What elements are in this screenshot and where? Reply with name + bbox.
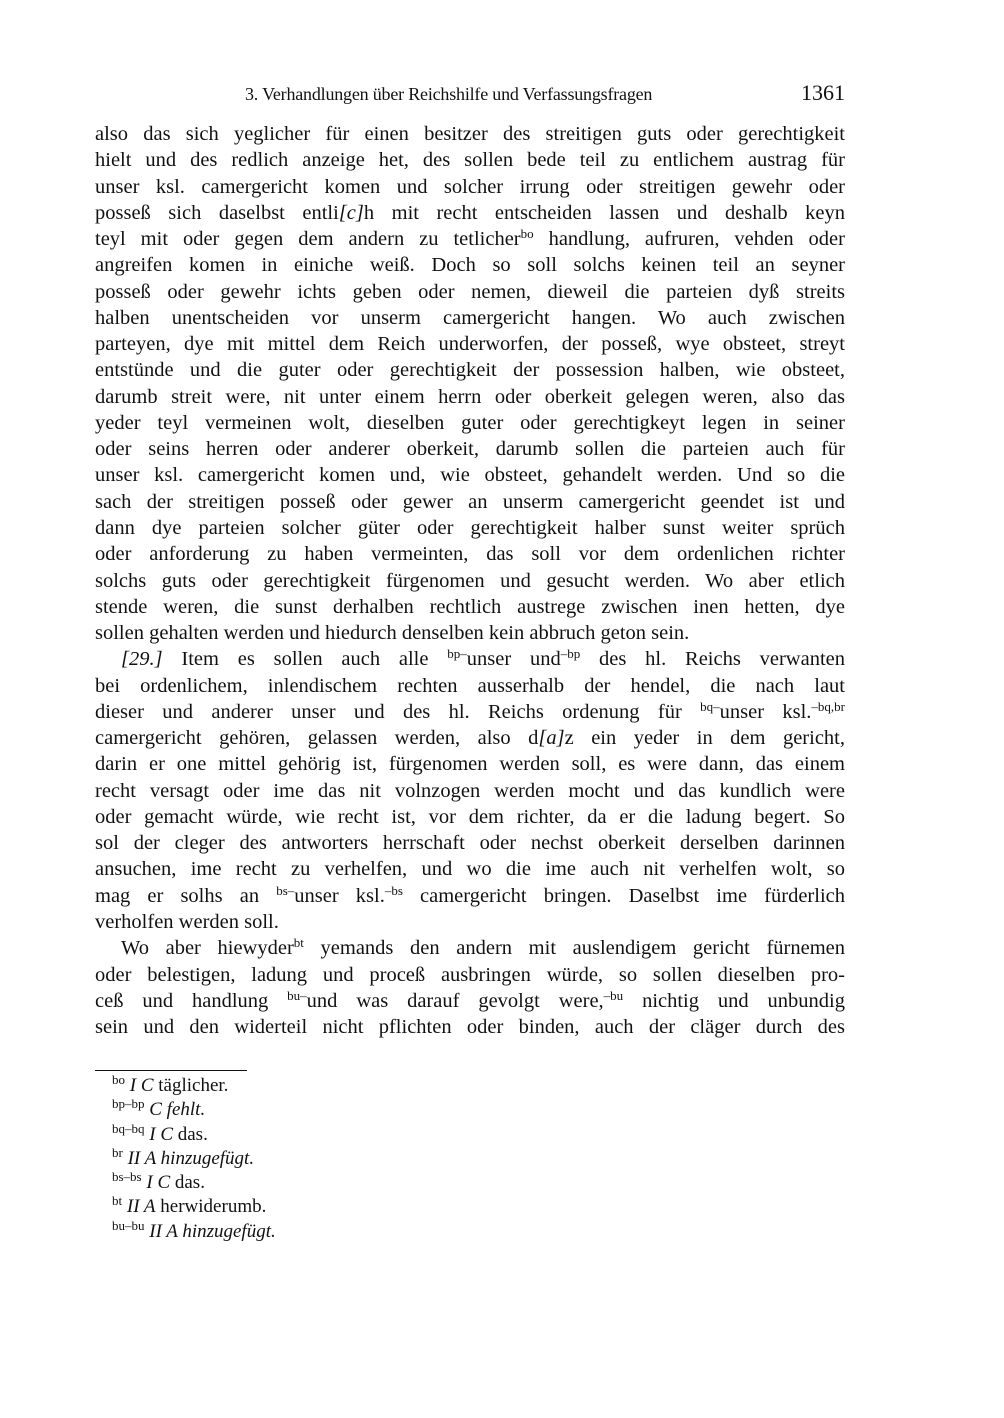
text-line: [95, 620, 845, 646]
text-run: angreifen komen in einiche weiß. Doch so soll solchs keinen teil an seyner: [95, 254, 845, 277]
footnote-marker: bt: [293, 935, 304, 951]
text-line: [95, 778, 845, 804]
text-line: [95, 436, 845, 462]
text-run: und was darauf gevolgt were,: [306, 989, 604, 1012]
footnote-marker: –bu: [603, 987, 624, 1003]
text-line: [95, 279, 845, 305]
italic-text: II A hinzugefügt.: [149, 1220, 276, 1242]
text-run: des hl. Reichs verwanten: [580, 648, 845, 671]
text-run: oder anforderung zu haben vermeinten, das soll vor dem ordenlichen richter: [95, 543, 845, 566]
text-run: oder seins herren oder anderer oberkeit, darumb sollen die parteien auch für: [95, 438, 845, 461]
footnote-marker: bu–bu: [112, 1217, 145, 1233]
page-number: 1361: [801, 80, 845, 105]
footnote: [112, 1074, 276, 1098]
running-title: 3. Verhandlungen über Reichshilfe und Verfassungsfragen: [245, 84, 653, 104]
text-line: [95, 384, 845, 410]
text-run: recht versagt oder ime das nit volnzogen werden mocht und das kundlich were: [95, 779, 845, 802]
text-run: sol der cleger des antworters herrschaft oder nechst oberkeit derselben darinnen: [95, 832, 845, 855]
text-run: posseß oder gewehr ichts geben oder nemen, dieweil die parteien dyß streits: [95, 280, 845, 303]
italic-text: I C: [129, 1075, 154, 1096]
text-run: ansuchen, ime recht zu verhelfen, und wo die ime auch nit verhelfen wolt, so: [95, 858, 845, 881]
footnote-marker: –bq,br: [811, 698, 845, 714]
text-line: [95, 856, 845, 882]
text-run: unser ksl. camergericht komen und, wie obsteet, gehandelt werden. Und so die: [95, 464, 845, 487]
italic-text: II A: [126, 1196, 156, 1218]
footnote-marker: bo: [520, 226, 534, 242]
text-line: [95, 568, 845, 594]
footnote-marker: bo: [112, 1072, 125, 1087]
text-run: solchs guts oder gerechtigkeit fürgenomen und gesucht werden. Wo aber etlich: [95, 569, 845, 592]
text-run: parteyen, dye mit mittel dem Reich underworfen, der posseß, wye obsteet, streyt: [95, 333, 845, 356]
text-line: [95, 147, 845, 173]
text-run: unser ksl.: [294, 884, 385, 907]
text-run: verholfen werden soll.: [95, 910, 279, 933]
text-line: [95, 200, 845, 226]
text-run: darin er one mittel gehörig ist, fürgenomen werden soll, es were dann, das einem: [95, 753, 845, 776]
text-run: stende weren, die sunst derhalben rechtlich austrege zwischen inen hetten, dye: [95, 595, 845, 618]
footnote-marker: bp–bp: [112, 1096, 145, 1112]
text-line: [95, 305, 845, 331]
text-run: oder belestigen, ladung und proceß ausbringen würde, so sollen dieselben pro-: [95, 963, 845, 986]
footnote-marker: –bp: [560, 646, 581, 662]
text-line: [95, 646, 845, 672]
text-run: täglicher.: [153, 1075, 229, 1096]
text-run: h mit recht entscheiden lassen und deshalb keyn: [363, 201, 846, 224]
footnote-marker: bs–: [276, 882, 295, 898]
text-line: [95, 830, 845, 856]
footnote: [112, 1144, 276, 1171]
page-header: [95, 80, 845, 110]
text-run: Item es sollen auch alle: [162, 648, 448, 671]
text-line: [95, 594, 845, 620]
text-run: das.: [173, 1123, 208, 1145]
text-run: yeder teyl vermeinen wolt, dieselben guter oder gerechtigkeyt legen in seiner: [95, 411, 845, 434]
text-run: handlung, aufruren, vehden oder: [533, 228, 845, 251]
italic-text: [c]: [338, 201, 364, 224]
text-line: [95, 410, 845, 436]
text-line: [95, 725, 845, 751]
italic-text: [a]: [538, 727, 565, 750]
text-line: [95, 751, 845, 777]
text-run: halben unentscheiden vor unserm camergericht hangen. Wo auch zwischen: [95, 306, 845, 329]
text-line: [95, 883, 845, 909]
footnote: [112, 1120, 276, 1147]
text-run: also das sich yeglicher für einen besitzer des streitigen guts oder gerechtigkeit: [95, 123, 845, 145]
text-line: [95, 673, 845, 699]
italic-text: I C: [146, 1172, 171, 1194]
text-run: camergericht bringen. Daselbst ime fürderlich: [402, 884, 845, 907]
text-run: das.: [170, 1172, 205, 1194]
text-line: [95, 909, 845, 935]
text-run: sein und den widerteil nicht pflichten oder binden, auch der cläger durch des: [95, 1016, 845, 1039]
text-run: yemands den andern mit auslendigem gericht fürnemen: [303, 937, 845, 960]
text-run: nichtig und unbundig: [623, 989, 845, 1012]
footnote-marker: –bs: [384, 882, 403, 898]
text-line: [95, 541, 845, 567]
footnote-marker: br: [112, 1144, 123, 1160]
text-run: camergericht gehören, gelassen werden, also d: [95, 727, 539, 750]
text-run: dann dye parteien solcher güter oder gerechtigkeit halber sunst weiter sprüch: [95, 516, 845, 539]
footnote-marker: bp–: [447, 646, 467, 662]
text-run: darumb streit were, nit unter einem herrn oder oberkeit gelegen weren, also das: [95, 385, 845, 408]
text-run: Wo aber hiewyder: [121, 937, 294, 960]
footnote-divider: [95, 1070, 247, 1071]
italic-text: I C: [149, 1123, 173, 1145]
text-line: [95, 962, 845, 988]
text-line: [95, 462, 845, 488]
italic-text: [29.]: [121, 648, 163, 671]
text-line: [95, 515, 845, 541]
footnote: [112, 1195, 276, 1219]
text-line: [95, 988, 845, 1014]
footnote: [112, 1171, 276, 1195]
text-run: bei ordenlichem, inlendischem rechten ausserhalb der hendel, die nach laut: [95, 674, 845, 697]
text-line: [95, 357, 845, 383]
text-run: dieser und anderer unser und des hl. Reichs ordenung für: [95, 700, 701, 723]
footnote-marker: bu–: [287, 987, 307, 1003]
text-run: ceß und handlung: [95, 989, 288, 1012]
text-line: [95, 489, 845, 515]
text-line: [95, 331, 845, 357]
text-line: [95, 804, 845, 830]
text-run: unser ksl. camergericht komen und solcher irrung oder streitigen gewehr oder: [95, 175, 845, 198]
text-line: [95, 226, 845, 252]
text-line: [95, 935, 845, 961]
footnote-marker: bt: [112, 1193, 123, 1209]
main-text: [95, 121, 845, 1040]
footnotes: [112, 1074, 276, 1244]
text-run: sollen gehalten werden und hiedurch denselben kein abbruch geton sein.: [95, 622, 690, 645]
text-run: posseß sich daselbst entli: [95, 201, 339, 224]
text-line: [95, 699, 845, 725]
text-line: [95, 1014, 845, 1040]
footnote: [112, 1098, 276, 1122]
footnote-marker: bq–bq: [112, 1120, 145, 1136]
footnote-marker: bq–: [700, 698, 720, 714]
italic-text: II A hinzugefügt.: [127, 1147, 255, 1169]
text-run: entstünde und die guter oder gerechtigkeit der possession halben, wie obsteet,: [95, 359, 845, 382]
text-run: mag er solhs an: [95, 884, 277, 907]
text-line: [95, 174, 845, 200]
text-line: [95, 252, 845, 278]
text-run: z ein yeder in dem gericht,: [564, 727, 846, 750]
italic-text: C fehlt.: [149, 1099, 206, 1121]
text-run: oder gemacht würde, wie recht ist, vor dem richter, da er die ladung begert. So: [95, 805, 845, 828]
text-run: teyl mit oder gegen dem andern zu tetlicher: [95, 228, 521, 251]
footnote: [112, 1217, 276, 1244]
text-run: sach der streitigen posseß oder gewer an unserm camergericht geendet ist und: [95, 490, 845, 513]
text-run: unser ksl.: [719, 700, 812, 723]
footnote-marker: bs–bs: [112, 1169, 142, 1185]
text-run: herwiderumb.: [155, 1196, 267, 1218]
text-line: [95, 121, 845, 147]
text-run: unser und: [466, 648, 561, 671]
text-run: hielt und des redlich anzeige het, des sollen bede teil zu entlichem austrag für: [95, 149, 845, 172]
